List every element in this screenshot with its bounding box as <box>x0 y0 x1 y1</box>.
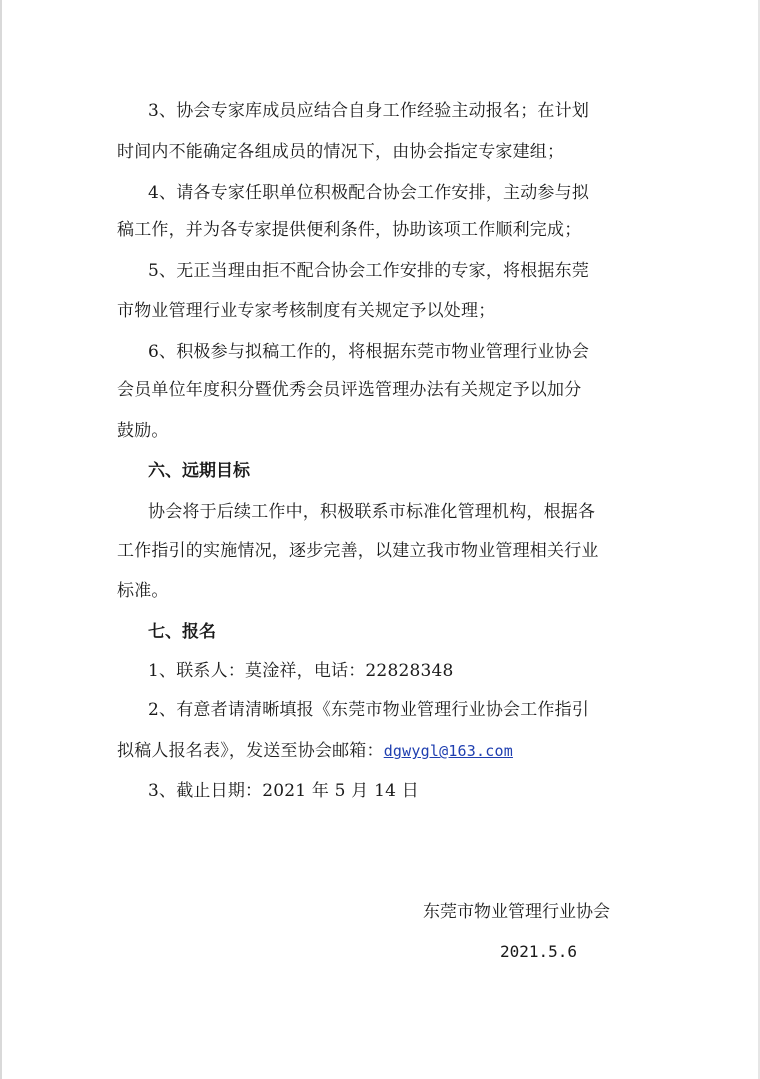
item6-line2: 会员单位年度积分暨优秀会员评选管理办法有关规定予以加分 <box>117 380 582 400</box>
item5-line2: 市物业管理行业专家考核制度有关规定予以处理； <box>117 301 496 321</box>
item6-line1: 6、积极参与拟稿工作的，将根据东莞市物业管理行业协会 <box>148 342 590 362</box>
registration-deadline: 3、截止日期：2021 年 5 月 14 日 <box>148 781 419 801</box>
item3-line2: 时间内不能确定各组成员的情况下，由协会指定专家建组； <box>117 142 565 162</box>
registration-form-line1: 2、有意者请清晰填报《东莞市物业管理行业协会工作指引 <box>148 700 590 720</box>
section-6-heading: 六、远期目标 <box>148 461 250 481</box>
email-link[interactable]: dgwygl@163.com <box>383 742 513 760</box>
signature-organization: 东莞市物业管理行业协会 <box>423 902 610 922</box>
section6-line3: 标准。 <box>117 581 169 601</box>
item5-line1: 5、无正当理由拒不配合协会工作安排的专家，将根据东莞 <box>148 261 590 281</box>
page-left-edge <box>0 0 2 1079</box>
registration-form-line2-text: 拟稿人报名表》，发送至协会邮箱： <box>117 741 384 761</box>
item6-line3: 鼓励。 <box>117 421 169 441</box>
item4-line2: 稿工作，并为各专家提供便利条件，协助该项工作顺利完成； <box>117 220 582 240</box>
item4-line1: 4、请各专家任职单位积极配合协会工作安排，主动参与拟 <box>148 183 590 203</box>
registration-contact: 1、联系人：莫淦祥，电话：22828348 <box>148 661 454 681</box>
section-7-heading: 七、报名 <box>148 622 216 642</box>
registration-form-line2 <box>117 739 513 763</box>
item3-line1: 3、协会专家库成员应结合自身工作经验主动报名；在计划 <box>148 101 590 121</box>
section6-line2: 工作指引的实施情况，逐步完善，以建立我市物业管理相关行业 <box>117 541 599 561</box>
signature-date: 2021.5.6 <box>500 942 578 961</box>
section6-line1: 协会将于后续工作中，积极联系市标准化管理机构，根据各 <box>148 502 596 522</box>
